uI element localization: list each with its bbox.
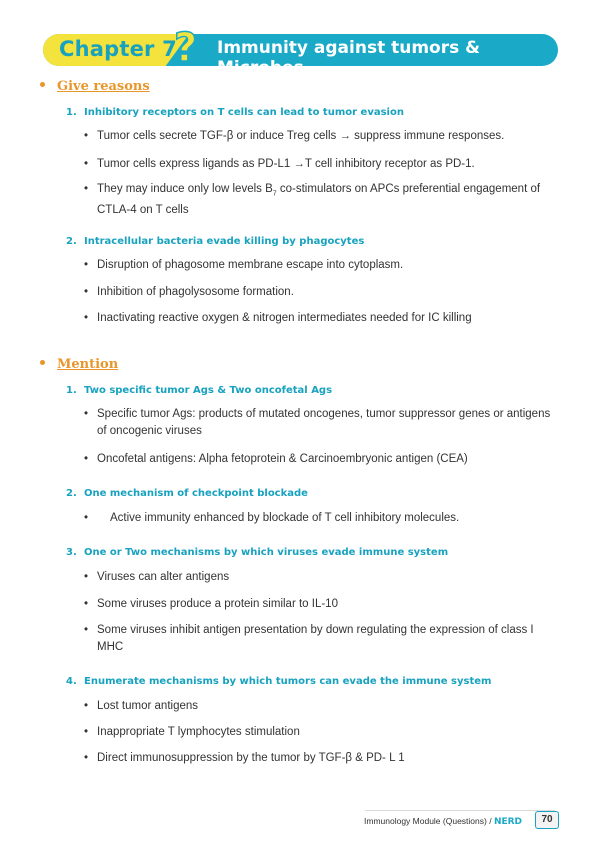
question-heading — [66, 236, 364, 247]
question-heading — [66, 107, 404, 118]
section-heading-label: Mention — [57, 357, 119, 372]
question-number: 2. — [66, 236, 77, 247]
list-item: • Direct immunosuppression by the tumor by TGF-β & PD- L 1 — [97, 750, 552, 767]
list-item: • Active immunity enhanced by blockade of T cell inhibitory molecules. — [110, 510, 565, 527]
list-item: • Inactivating reactive oxygen & nitrogen intermediates needed for IC killing — [97, 310, 552, 327]
list-item: • Oncofetal antigens: Alpha fetoprotein & Carcinoembryonic antigen (CEA) — [97, 451, 552, 468]
question-number: 1. — [66, 385, 77, 396]
chapter-title: Immunity against tumors & Microbes — [217, 38, 480, 78]
question-heading — [66, 676, 491, 687]
bullet-dot-icon — [40, 360, 45, 365]
footer-brand-logo: NERD — [493, 817, 523, 827]
section-heading-give-reasons — [40, 79, 150, 94]
chapter-banner — [43, 25, 558, 78]
question-text: One or Two mechanisms by which viruses evade immune system — [84, 547, 449, 558]
question-heading — [66, 547, 448, 558]
question-number: 2. — [66, 488, 77, 499]
question-text: One mechanism of checkpoint blockade — [84, 488, 308, 499]
question-heading — [66, 488, 308, 499]
list-item: • Some viruses produce a protein similar to IL-10 — [97, 596, 552, 613]
question-heading — [66, 385, 332, 396]
page-number: 70 — [535, 811, 559, 829]
question-text: Inhibitory receptors on T cells can lead to tumor evasion — [84, 107, 404, 118]
list-item: • Tumor cells express ligands as PD-L1 →T cell inhibitory receptor as PD-1. — [97, 156, 552, 173]
question-number: 3. — [66, 547, 77, 558]
footer-label — [364, 816, 522, 827]
footer-divider — [365, 810, 555, 811]
list-item: • Specific tumor Ags: products of mutated oncogenes, tumor suppressor genes or antigens of oncogenic viruses — [97, 406, 552, 440]
list-item: • Some viruses inhibit antigen presentation by down regulating the expression of class I MHC — [97, 622, 552, 656]
list-item: • Lost tumor antigens — [97, 698, 552, 715]
question-text: Enumerate mechanisms by which tumors can evade the immune system — [84, 676, 492, 687]
list-item: • Inappropriate T lymphocytes stimulation — [97, 724, 552, 741]
question-mark-icon: ? — [174, 25, 198, 71]
b7-bullet-text: They may induce only low levels $B_7$ co-stimulators on APCs preferential engagement of CTLA-4 on T cells — [97, 183, 541, 217]
question-text: Intracellular bacteria evade killing by phagocytes — [84, 236, 365, 247]
question-number: 1. — [66, 107, 77, 118]
list-item: • Viruses can alter antigens — [97, 569, 552, 586]
list-item: • Inhibition of phagolysosome formation. — [97, 284, 552, 301]
list-item: • Tumor cells secrete TGF-β or induce Treg cells → suppress immune responses. — [97, 128, 552, 145]
question-text: Two specific tumor Ags & Two oncofetal Ags — [84, 385, 333, 396]
bullet-dot-icon — [40, 82, 45, 87]
question-number: 4. — [66, 676, 77, 687]
footer-module: Immunology Module (Questions) / — [364, 816, 492, 826]
list-item — [97, 181, 552, 219]
section-heading-mention — [40, 357, 118, 372]
section-heading-label: Give reasons — [57, 79, 150, 94]
chapter-number: Chapter 7 — [59, 37, 177, 61]
list-item: • Disruption of phagosome membrane escape into cytoplasm. — [97, 257, 552, 274]
